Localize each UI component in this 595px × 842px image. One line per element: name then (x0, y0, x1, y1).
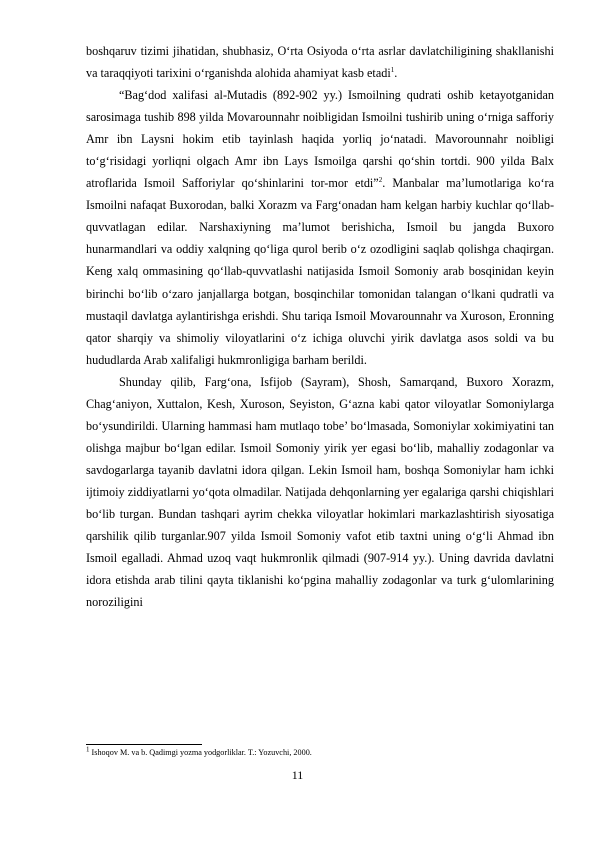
footnote-separator (86, 744, 202, 745)
paragraph-2-continuation: . Manbalar ma’lumotlariga ko‘ra Ismoilni nafaqat Buxorodan, balki Xorazm va Farg‘onadan ham kelgan harbiy kuchlar qo‘llab-quvvatlagan edilar. Narshaxiyning ma’lumot berishicha, Ismoil bu jangda Buxoro hunarmandlari va oddiy xalqning qo‘liga qurol berib o‘z ozodligini saqlab qolishga chaqirgan. Keng xalq ommasining qo‘llab-quvvatlashi natijasida Ismoil Somoniy arab bosqinidan keyin birinchi bo‘lib o‘zaro janjallarga botgan, bosqinchilar tomonidan talangan o‘lkani qudratli va mustaqil davlatga aylantirishga erishdi. Shu tariqa Ismoil Movarounnahr va Xuroson, Eronning qator sharqiy va shimoliy viloyatlarini o‘z ichiga oluvchi yirik davlatga asos soldi va bu hududlarda Arab xalifaligi hukmronligiga barham berildi. (86, 176, 555, 367)
footnote (86, 745, 554, 758)
paragraph-2 (86, 84, 554, 371)
paragraph-1 (86, 40, 554, 84)
paragraph-2-text: “Bag‘dod xalifasi al-Mutadis (892-902 yy.) Ismoilning qudrati oshib ketayotganidan sarosimaga tushib 898 yilda Movarounnahr noibligidan Ismoilni tushirib uning o‘rniga safforiy Amr ibn Laysni hokim etib tayinlash haqida yorliq jo‘natadi. Mavorounnahr noibligi to‘g‘risidagi yorliqni olgach Amr ibn Lays Ismoilga qarshi qo‘shin tortdi. 900 yilda Balx atroflarida Ismoil Safforiylar qo‘shinlarini tor-mor etdi” (86, 88, 554, 191)
paragraph-3-text: Shunday qilib, Farg‘ona, Isfijob (Sayram), Shosh, Samarqand, Buxoro Xorazm, Chag‘aniyon, Xuttalon, Kesh, Xuroson, Seyiston, G‘azna kabi qator viloyatlar Somoniylarga bo‘ysundirildi. Ularning hammasi ham mutlaqo tobe’ bo‘lmasada, Somoniylar xokimiyatini tan olishga majbur bo‘lgan edilar. Ismoil Somoniy yirik yer egasi bo‘lib, mahalliy zodagonlar va savdogarlarga tayanib davlatni idora qilgan. Lekin Ismoil ham, boshqa Somoniylar ham ichki ijtimoiy ziddiyatlarni yo‘qota olmadilar. Natijada dehqonlarning yer egalariga qarshi chiqishlari bo‘lib turgan. Bundan tashqari ayrim chekka viloyatlar hokimlari markazlashtirish siyosatiga qarshilik qilib turganlar.907 yilda Ismoil Somoniy vafot etib taxtni uning o‘g‘li Ahmad ibn Ismoil egalladi. Ahmad uzoq vaqt hukmronlik qilmadi (907-914 yy.). Uning davrida davlatni idora etishda arab tilini qayta tiklanishi ko‘pgina mahalliy zodagonlar va turk g‘ulomlarining noroziligini (86, 374, 554, 610)
paragraph-1-end: . (394, 66, 398, 81)
footnote-number: 1 (86, 745, 90, 754)
paragraph-3 (86, 371, 554, 614)
page-body (86, 40, 554, 613)
paragraph-1-text: boshqaruv tizimi jihatidan, shubhasiz, O‘rta Osiyoda o‘rta asrlar davlatchiligining shakllanishi va taraqqiyoti tarixini o‘rganishda alohida ahamiyat kasb etadi (86, 44, 554, 81)
footnote-ref-2[interactable]: 2 (378, 176, 383, 185)
footnote-ref-1[interactable]: 1 (390, 65, 395, 74)
page-number: 11 (291, 768, 304, 782)
footnote-text: Ishoqov M. va b. Qadimgi yozma yodgorliklar. T.: Yozuvchi, 2000. (89, 748, 312, 757)
